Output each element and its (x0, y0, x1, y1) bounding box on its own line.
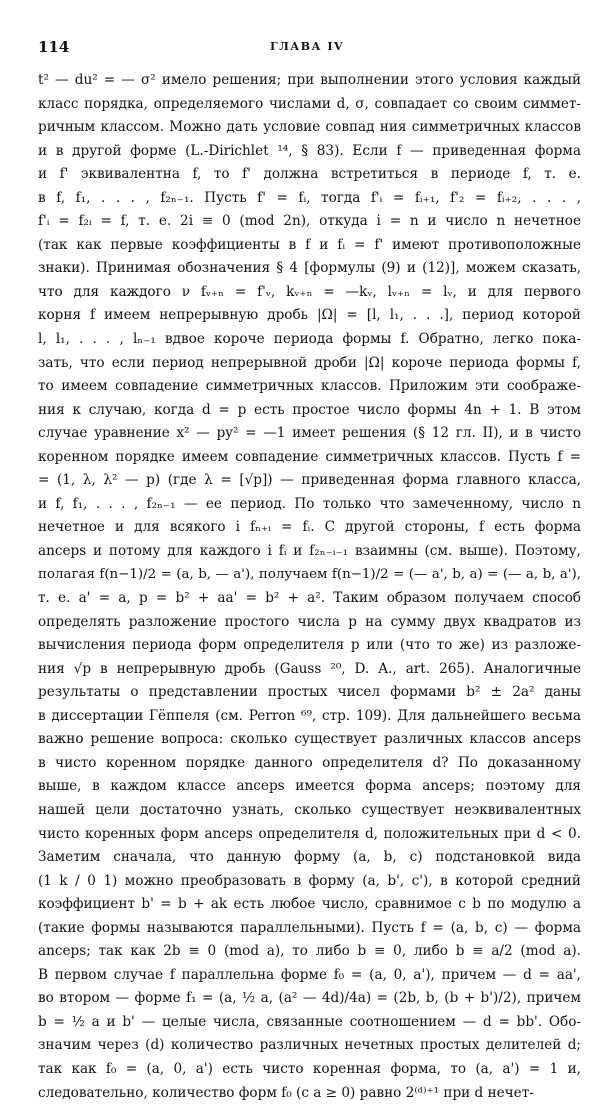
text-line: в f, f₁, . . . , f₂ₙ₋₁. Пусть f' = fᵢ, тогда f'ᵢ = fᵢ₊₁, f'₂ = fᵢ₊₂, . . . , (38, 189, 581, 206)
text-line: коренном порядке имеем совпадение симметричных классов. Пусть f = (38, 448, 581, 465)
text-line: ния √p в непрерывную дробь (Gauss ²⁰, D. A., art. 265). Аналогичные (38, 660, 581, 677)
text-line: = (1, λ, λ² — p) (где λ = [√p]) — приведенная форма главного класса, (38, 472, 581, 489)
text-line: anceps; так как 2b ≡ 0 (mod a), то либо b ≡ 0, либо b ≡ a/2 (mod a). (38, 943, 581, 960)
text-line: выше, в каждом классе anceps имеется форма anceps; поэтому для (38, 778, 581, 795)
text-line: значим через (d) количество различных нечетных простых делителей d; (38, 1037, 581, 1054)
text-line: результаты о представлении простых чисел формами b² ± 2a² даны (38, 684, 581, 701)
text-line: класс порядка, определяемого числами d, σ, совпадает со своим симмет- (38, 95, 581, 112)
page-header (38, 38, 576, 58)
text-line: anceps и потому для каждого i fᵢ и f₂ₙ₋ᵢ₋₁ взаимны (см. выше). Поэтому, (38, 542, 581, 559)
running-head: ГЛАВА IV (269, 40, 345, 53)
text-line: и в другой форме (L.-Dirichlet ¹⁴, § 83). Если f — приведенная форма (38, 142, 581, 159)
text-line: знаки). Принимая обозначения § 4 [формулы (9) и (12)], можем сказать, (38, 260, 581, 277)
text-line: В первом случае f параллельна форме f₀ = (a, 0, a'), причем — d = aa', (38, 966, 581, 983)
text-line: то имеем совпадение симметричных классов. Приложим эти соображе- (38, 378, 581, 395)
text-line: чисто коренных форм anceps определителя d, положительных при d < 0. (38, 825, 581, 842)
text-line: полагая f(n−1)/2 = (a, b, — a'), получаем f(n−1)/2 = (— a', b, a) = (— a, b, a'), (38, 567, 581, 583)
text-line: во втором — форме f₁ = (a, ½ a, (a² — 4d)/4a) = (2b, b, (b + b')/2), причем (38, 990, 581, 1007)
text-line: и f' эквивалентна f, то f' должна встретиться в периоде f, т. е. (38, 166, 581, 183)
text-line: что для каждого ν fᵥ₊ₙ = f'ᵥ, kᵥ₊ₙ = —kᵥ, lᵥ₊ₙ = lᵥ, и для первого (38, 283, 581, 300)
text-line: вычисления периода форм определителя p или (что то же) из разложе- (38, 637, 581, 654)
text-line: l, l₁, . . . , lₙ₋₁ вдвое короче периода формы f. Обратно, легко пока- (38, 331, 581, 348)
text-line: (такие формы называются параллельными). Пусть f = (a, b, c) — форма (38, 919, 581, 936)
text-line: b = ½ a и b' — целые числа, связанные соотношением — d = bb'. Обо- (38, 1013, 581, 1030)
text-line: (так как первые коэффициенты в f и fᵢ = f' имеют противоположные (38, 236, 581, 253)
text-body (38, 69, 581, 1105)
text-line: Заметим сначала, что данную форму (a, b, c) подстановкой вида (38, 849, 581, 866)
text-line: так как f₀ = (a, 0, a') есть чисто коренная форма, то (a, a') = 1 и, (38, 1060, 581, 1077)
page-number: 114 (38, 38, 70, 56)
text-line: случае уравнение x² — py² = —1 имеет решения (§ 12 гл. II), и в чисто (38, 425, 581, 442)
text-line: и f, f₁, . . . , f₂ₙ₋₁ — ее период. По только что замеченному, число n (38, 495, 581, 512)
text-line: ния к случаю, когда d = p есть простое число формы 4n + 1. В этом (38, 401, 581, 418)
text-line: ричным классом. Можно дать условие совпад ния симметричных классов (38, 119, 581, 136)
text-line: определять разложение простого числа p на сумму двух квадратов из (38, 613, 581, 630)
text-line: коэффициент b' = b + ak есть любое число, сравнимое с b по модулю a (38, 896, 581, 913)
text-line: корня f имеем непрерывную дробь |Ω| = [l, l₁, . . .], период которой (38, 307, 581, 324)
text-line: f'ᵢ = f₂ᵢ = f, т. е. 2i ≡ 0 (mod 2n), откуда i = n и число n нечетное (38, 213, 581, 230)
text-line: в чисто коренном порядке данного определителя d? По доказанному (38, 754, 581, 771)
text-line: в диссертации Гёппеля (см. Perron ⁶⁹, стр. 109). Для дальнейшего весьма (38, 707, 581, 724)
text-line: нашей цели достаточно узнать, сколько существует неэквивалентных (38, 801, 581, 818)
text-line: т. е. a' = a, p = b² + aa' = b² + a². Таким образом получаем способ (38, 590, 581, 607)
text-line: (1 k / 0 1) можно преобразовать в форму (a, b', c'), в которой средний (38, 872, 581, 889)
text-line: важно решение вопроса: сколько существует различных классов anceps (38, 731, 581, 748)
text-line: следовательно, количество форм f₀ (с a ≥ 0) равно 2⁽ᵈ⁾⁺¹ при d нечет- (38, 1084, 534, 1101)
text-line: t² — du² = — σ² имело решения; при выполнении этого условия каждый (38, 72, 581, 88)
text-line: нечетное и для всякого i fₙ₊ᵢ = fᵢ. С другой стороны, f есть форма (38, 519, 581, 536)
text-line: зать, что если период непрерывной дроби |Ω| короче периода формы f, (38, 354, 581, 371)
